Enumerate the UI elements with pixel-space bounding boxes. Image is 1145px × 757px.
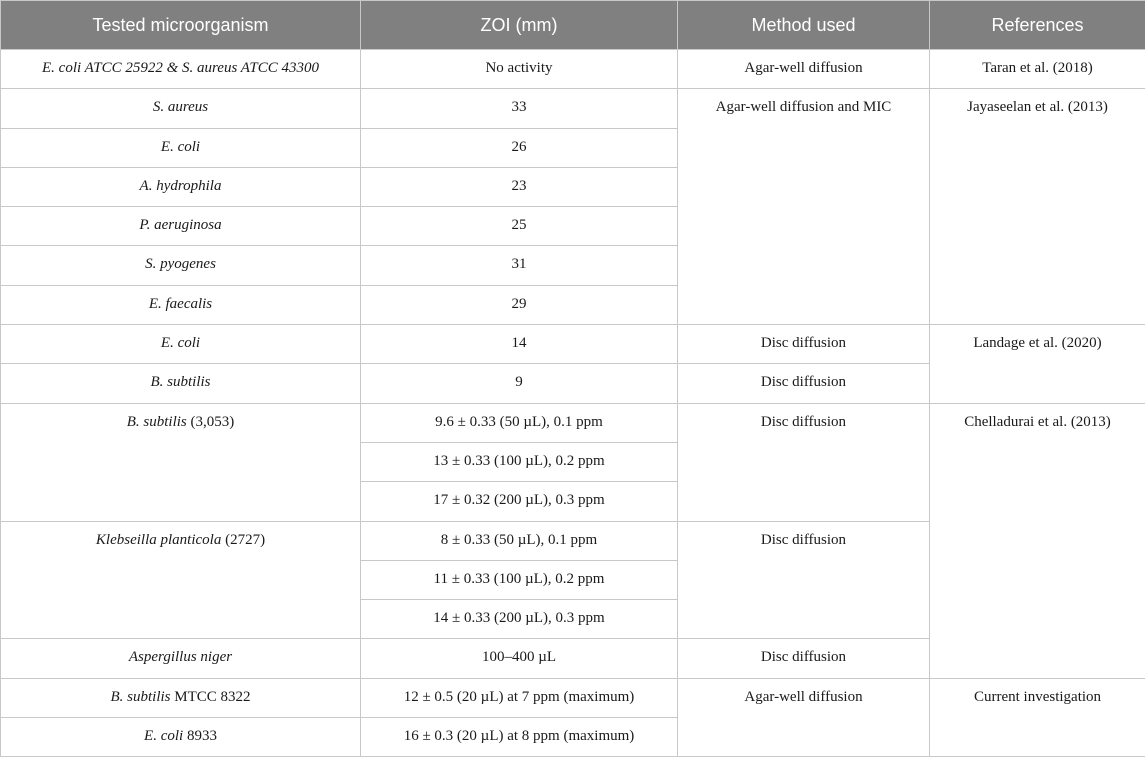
- organism-cell: [1, 678, 361, 717]
- method-cell: Disc diffusion: [678, 403, 930, 521]
- organism-name: Klebseilla planticola: [96, 532, 221, 548]
- organism-cell: E. faecalis: [1, 285, 361, 324]
- header-tested-microorganism: Tested microorganism: [1, 1, 361, 50]
- zoi-cell: 14 ± 0.33 (200 µL), 0.3 ppm: [361, 600, 678, 639]
- reference-cell: Landage et al. (2020): [930, 325, 1145, 404]
- zoi-cell: 17 ± 0.32 (200 µL), 0.3 ppm: [361, 482, 678, 521]
- organism-cell: S. pyogenes: [1, 246, 361, 285]
- zoi-cell: 33: [361, 89, 678, 128]
- organism-name: B. subtilis: [110, 689, 170, 705]
- organism-cell: P. aeruginosa: [1, 207, 361, 246]
- organism-strain: (3,053): [187, 414, 235, 430]
- organism-name: B. subtilis: [127, 414, 187, 430]
- zoi-cell: 29: [361, 285, 678, 324]
- zoi-cell: 13 ± 0.33 (100 µL), 0.2 ppm: [361, 442, 678, 481]
- organism-strain: 8933: [183, 728, 217, 744]
- zoi-cell: 31: [361, 246, 678, 285]
- organism-cell: A. hydrophila: [1, 167, 361, 206]
- organism-cell: [1, 718, 361, 757]
- organism-cell: S. aureus: [1, 89, 361, 128]
- method-cell: Agar-well diffusion: [678, 50, 930, 89]
- reference-cell: Current investigation: [930, 678, 1145, 757]
- organism-cell: B. subtilis: [1, 364, 361, 403]
- organism-strain: (2727): [221, 532, 265, 548]
- zoi-cell: 8 ± 0.33 (50 µL), 0.1 ppm: [361, 521, 678, 560]
- table-row: [1, 89, 1145, 128]
- zoi-cell: 14: [361, 325, 678, 364]
- method-cell: Disc diffusion: [678, 639, 930, 678]
- method-cell: Agar-well diffusion: [678, 678, 930, 757]
- zoi-cell: 16 ± 0.3 (20 µL) at 8 ppm (maximum): [361, 718, 678, 757]
- organism-cell: E. coli: [1, 325, 361, 364]
- organism-name: E. coli: [144, 728, 183, 744]
- header-references: References: [930, 1, 1145, 50]
- zoi-cell: 23: [361, 167, 678, 206]
- reference-cell: Taran et al. (2018): [930, 50, 1145, 89]
- organism-cell: [1, 403, 361, 521]
- method-cell: Agar-well diffusion and MIC: [678, 89, 930, 325]
- zoi-cell: 12 ± 0.5 (20 µL) at 7 ppm (maximum): [361, 678, 678, 717]
- method-cell: Disc diffusion: [678, 364, 930, 403]
- table-row: [1, 325, 1145, 364]
- zoi-cell: 11 ± 0.33 (100 µL), 0.2 ppm: [361, 560, 678, 599]
- zoi-cell: 25: [361, 207, 678, 246]
- zoi-cell: 26: [361, 128, 678, 167]
- method-cell: Disc diffusion: [678, 325, 930, 364]
- organism-cell: E. coli ATCC 25922 & S. aureus ATCC 43300: [1, 50, 361, 89]
- reference-cell: Jayaseelan et al. (2013): [930, 89, 1145, 325]
- organism-cell: [1, 521, 361, 639]
- header-method-used: Method used: [678, 1, 930, 50]
- table-row: [1, 50, 1145, 89]
- zoi-cell: No activity: [361, 50, 678, 89]
- table-row: [1, 403, 1145, 442]
- organism-cell: E. coli: [1, 128, 361, 167]
- method-cell: Disc diffusion: [678, 521, 930, 639]
- reference-cell: Chelladurai et al. (2013): [930, 403, 1145, 678]
- header-row: [1, 1, 1145, 50]
- organism-cell: Aspergillus niger: [1, 639, 361, 678]
- zoi-cell: 100–400 µL: [361, 639, 678, 678]
- zoi-cell: 9: [361, 364, 678, 403]
- header-zoi: ZOI (mm): [361, 1, 678, 50]
- zoi-cell: 9.6 ± 0.33 (50 µL), 0.1 ppm: [361, 403, 678, 442]
- organism-strain: MTCC 8322: [171, 689, 251, 705]
- table-row: [1, 678, 1145, 717]
